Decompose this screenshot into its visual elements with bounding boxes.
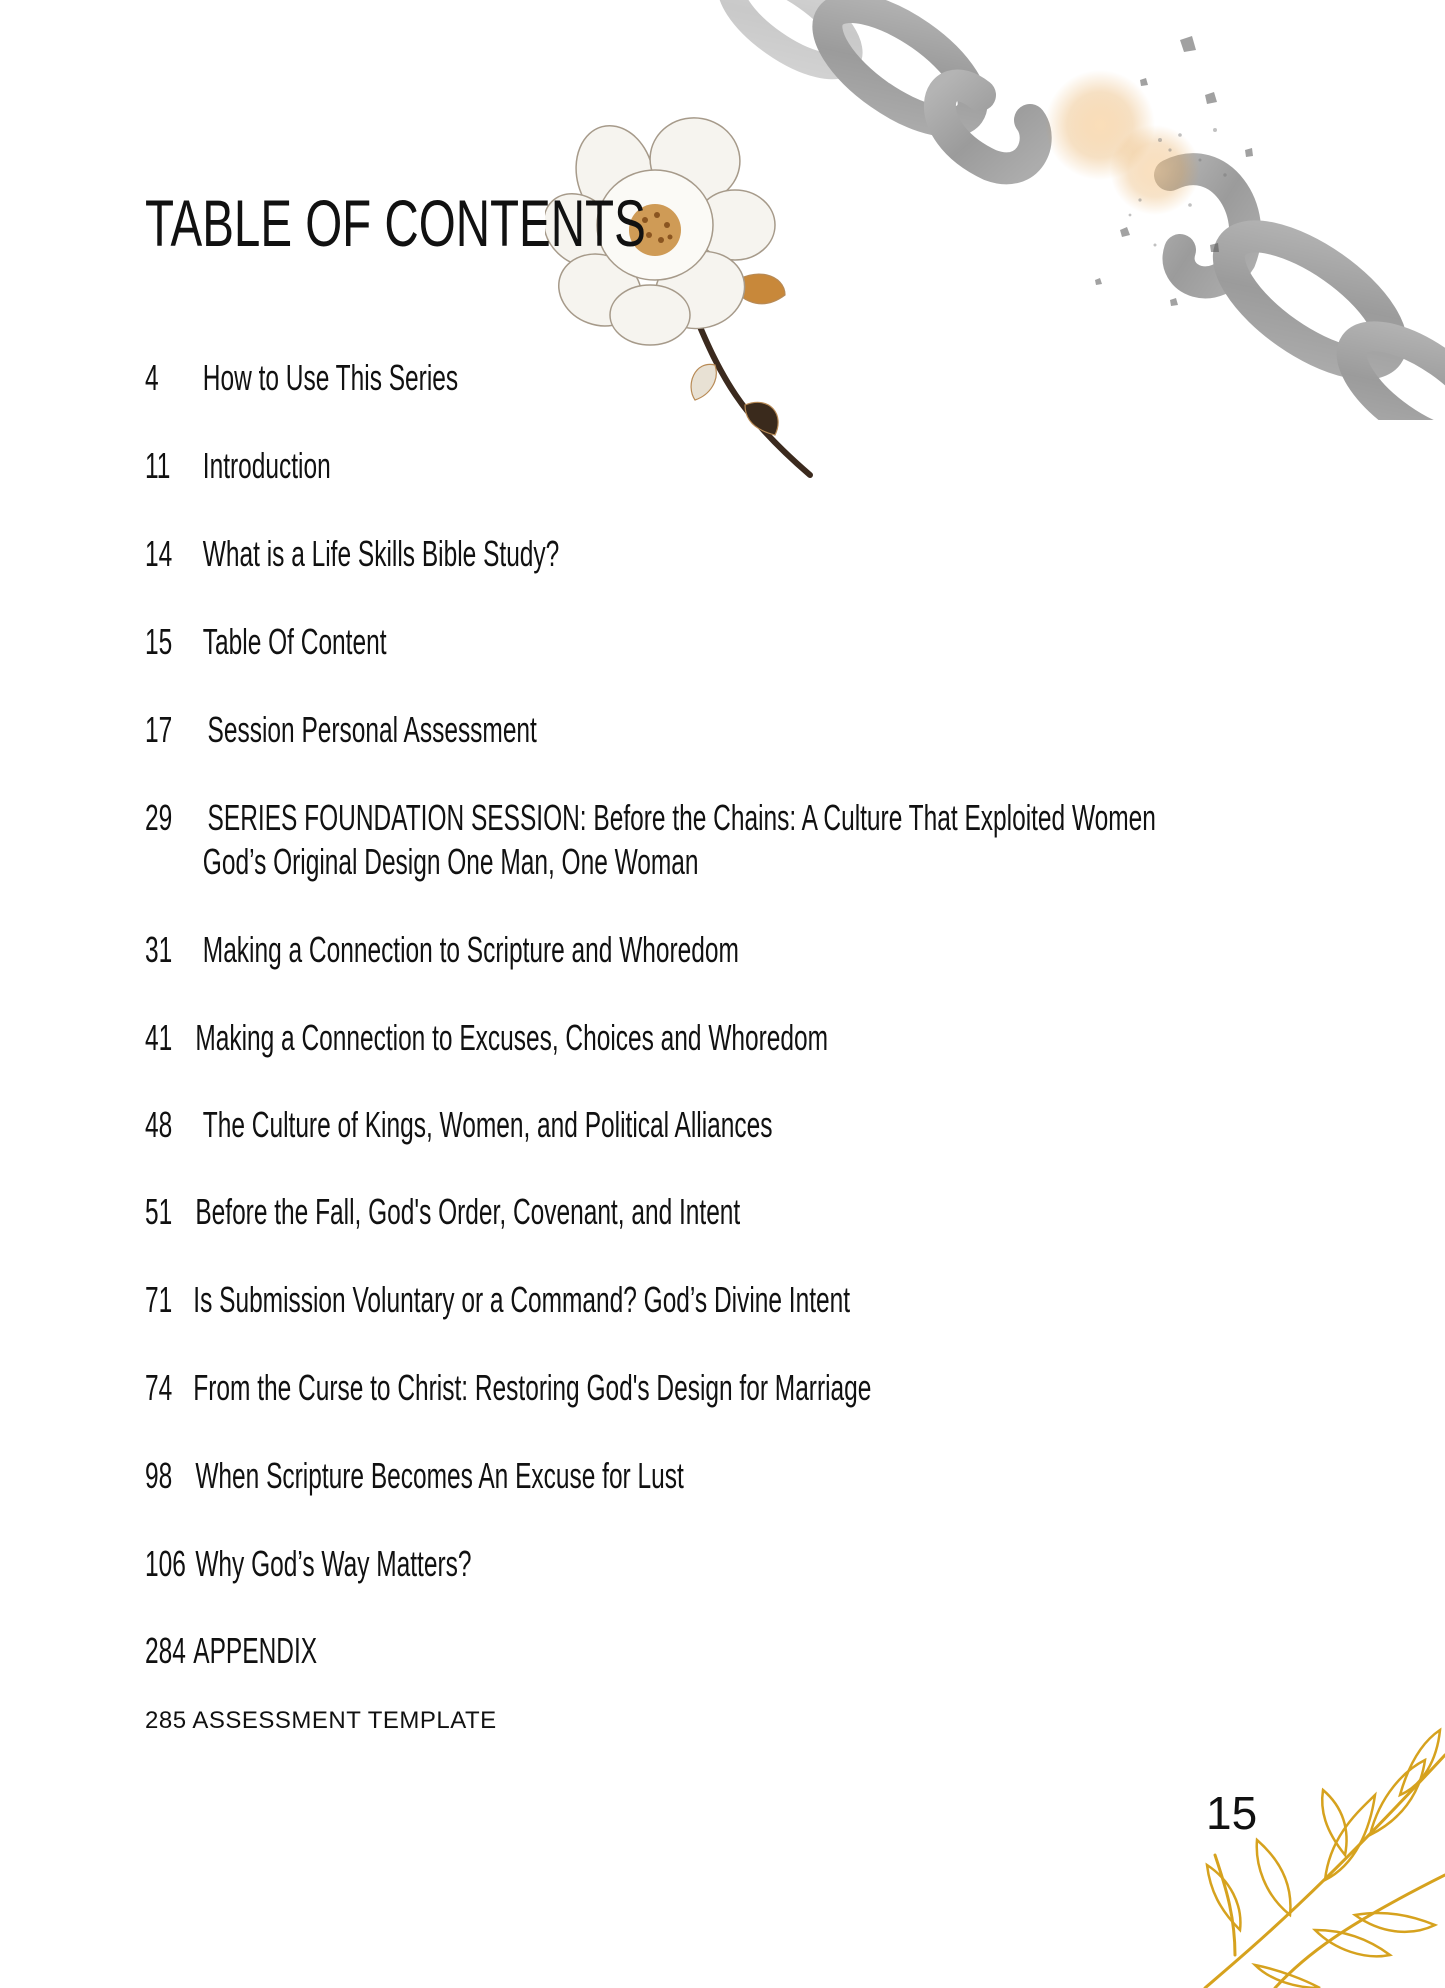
toc-page-number: 29 [145,797,173,838]
toc-page-number: 51 [145,1191,173,1232]
toc-entry [145,620,387,664]
gold-leaf-vine-icon [1195,1715,1445,1988]
toc-entry [145,1016,829,1060]
toc-page-number: 106 [145,1543,186,1584]
toc-entry-text: The Culture of Kings, Women, and Political Alliances [202,1104,773,1145]
white-flower-icon [545,115,830,485]
toc-entry [145,1366,872,1410]
toc-entry-text: Making a Connection to Excuses, Choices and Whoredom [195,1017,829,1058]
toc-page-number: 14 [145,533,173,574]
toc-entry-text: What is a Life Skills Bible Study? [202,533,560,574]
toc-entry [145,1629,318,1673]
toc-page-number: 15 [145,621,173,662]
toc-page-number: 17 [145,709,173,750]
toc-entry-text: Making a Connection to Scripture and Whoredom [202,929,739,970]
toc-page-number: 41 [145,1017,173,1058]
toc-entry [145,1278,851,1322]
toc-entry-text: When Scripture Becomes An Excuse for Lust [195,1455,684,1496]
toc-entry-assessment-template: 285 ASSESSMENT TEMPLATE [145,1707,497,1734]
toc-entry [145,1103,773,1147]
toc-entry-text: Before the Fall, God's Order, Covenant, and Intent [195,1191,741,1232]
toc-entry-text: How to Use This Series [202,357,459,398]
toc-page-number: 74 [145,1367,173,1408]
toc-entry-text: Why God’s Way Matters? [195,1543,472,1584]
toc-page-number: 71 [145,1279,173,1320]
toc-entry [145,356,459,400]
toc-entry-text: Is Submission Voluntary or a Command? God’s Divine Intent [193,1279,851,1320]
toc-page-number: 48 [145,1104,173,1145]
toc-page-number: 98 [145,1455,173,1496]
toc-entry [145,444,331,488]
toc-page-number: 31 [145,929,173,970]
toc-entry [145,708,537,752]
toc-entry-text: APPENDIX [193,1630,318,1671]
toc-entry-text: SERIES FOUNDATION SESSION: Before the Chains: A Culture That Exploited Women [207,797,1156,838]
toc-entry [145,532,560,576]
toc-entry-text: Table Of Content [202,621,387,662]
toc-entry-text-continued: God’s Original Design One Man, One Woman [202,841,699,882]
toc-entry [145,1454,684,1498]
toc-entry [145,1190,741,1234]
toc-entry [145,1542,472,1586]
toc-entry-text: From the Curse to Christ: Restoring God's Design for Marriage [193,1367,872,1408]
toc-page-number: 4 [145,357,159,398]
page-title: TABLE OF CONTENTS [145,186,646,260]
toc-entry-text: Session Personal Assessment [207,709,537,750]
toc-entry-text: Introduction [202,445,331,486]
page-number: 15 [1206,1787,1258,1839]
toc-page-number: 11 [145,445,171,486]
toc-entry [145,928,739,972]
toc-page-number: 284 [145,1630,186,1671]
toc-entry [145,796,1156,882]
